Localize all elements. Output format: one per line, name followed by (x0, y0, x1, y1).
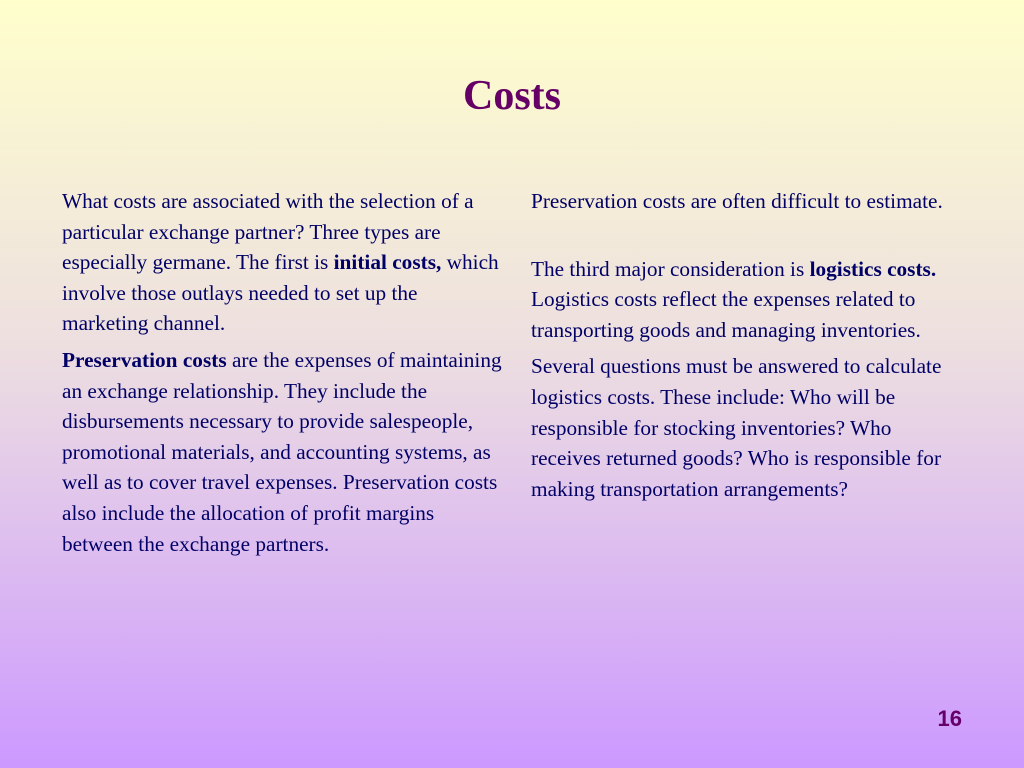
term-initial-costs: initial costs, (333, 250, 442, 275)
term-logistics-costs: logistics costs. (809, 256, 937, 281)
paragraph-preservation-estimate: Preservation costs are often difficult to estimate. (531, 189, 943, 213)
term-preservation-costs: Preservation costs (62, 347, 227, 372)
paragraph-logistics-costs (531, 254, 963, 346)
paragraph-text: What costs are associated with the selection of a particular exchange partner? Three types are especially germane. The first is (62, 189, 474, 275)
slide-title: Costs (462, 73, 561, 119)
paragraph-text: The third major consideration is (531, 256, 810, 281)
paragraph-text: Logistics costs reflect the expenses related to transporting goods and managing inventories. (531, 287, 921, 342)
paragraph-text: are the expenses of maintaining an exchange relationship. They include the disbursements necessary to provide salespeople, promotional materials, and accounting systems, as well as to cover travel expenses. Preservation costs also include the allocation of profit margins between the exchange partners. (62, 347, 502, 556)
paragraph-initial-costs (62, 186, 502, 339)
page-number: 16 (937, 706, 962, 731)
left-column (62, 186, 502, 565)
paragraph-text: which involve those outlays needed to set up the marketing channel. (62, 250, 499, 336)
paragraph-preservation-costs (62, 345, 502, 559)
paragraph-logistics-questions: Several questions must be answered to calculate logistics costs. These include: Who will be responsible for stocking inventories? Who receives returned goods? Who is responsible for making transportation arrangements? (531, 354, 942, 501)
right-column (531, 186, 963, 510)
